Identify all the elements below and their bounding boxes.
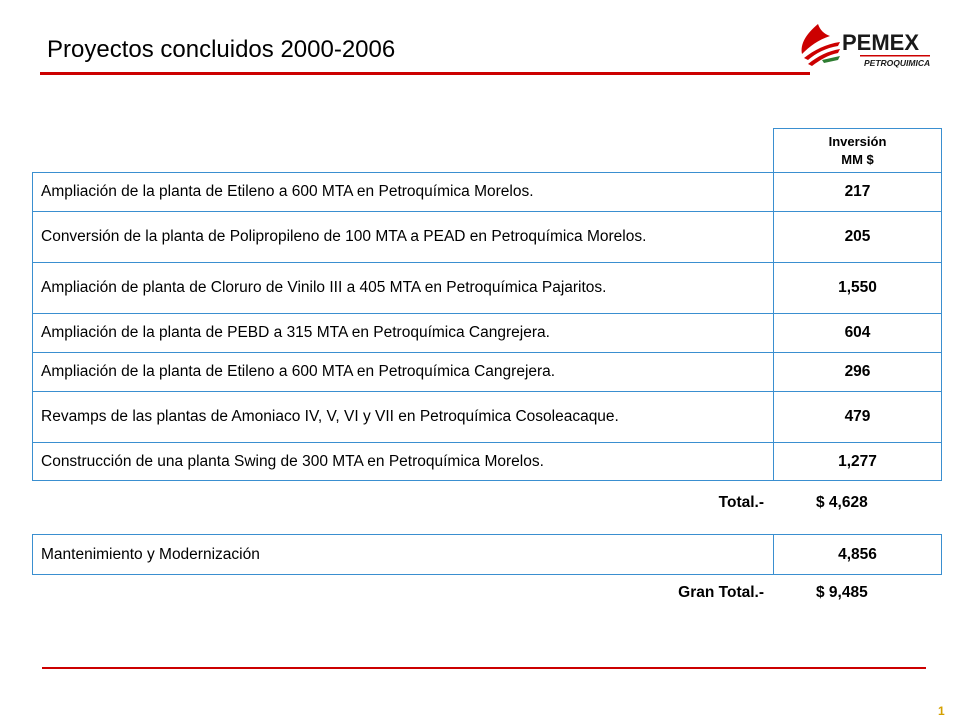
logo-brand: PEMEX bbox=[842, 30, 920, 55]
maintenance-table bbox=[32, 534, 942, 575]
logo-subtitle: PETROQUIMICA bbox=[864, 58, 931, 68]
title-divider bbox=[40, 72, 810, 75]
row-value: 479 bbox=[774, 392, 942, 443]
grand-total-value: $ 9,485 bbox=[816, 584, 868, 601]
row-value: 296 bbox=[774, 353, 942, 392]
maintenance-description: Mantenimiento y Modernización bbox=[33, 535, 774, 575]
row-description: Revamps de las plantas de Amoniaco IV, V, VI y VII en Petroquímica Cosoleacaque. bbox=[33, 392, 774, 443]
table-row bbox=[33, 535, 942, 575]
table-row bbox=[33, 353, 942, 392]
pemex-logo bbox=[796, 20, 932, 72]
row-value: 205 bbox=[774, 212, 942, 263]
table-row bbox=[33, 314, 942, 353]
maintenance-value: 4,856 bbox=[774, 535, 942, 575]
table-header-row bbox=[33, 129, 942, 173]
grand-total-label: Gran Total.- bbox=[678, 584, 764, 601]
row-description: Conversión de la planta de Polipropileno de 100 MTA a PEAD en Petroquímica Morelos. bbox=[33, 212, 774, 263]
projects-table bbox=[32, 128, 942, 481]
total-row bbox=[32, 491, 942, 515]
footer-divider bbox=[42, 667, 926, 669]
table-row bbox=[33, 263, 942, 314]
table-row bbox=[33, 443, 942, 481]
table-row bbox=[33, 173, 942, 212]
total-value: $ 4,628 bbox=[816, 494, 868, 511]
grand-total-row bbox=[32, 581, 942, 605]
page-number: 1 bbox=[938, 704, 945, 718]
table-row bbox=[33, 212, 942, 263]
row-description: Ampliación de planta de Cloruro de Vinilo III a 405 MTA en Petroquímica Pajaritos. bbox=[33, 263, 774, 314]
row-value: 604 bbox=[774, 314, 942, 353]
table-row bbox=[33, 392, 942, 443]
value-header-line1: Inversión bbox=[828, 133, 887, 149]
total-label: Total.- bbox=[718, 494, 764, 511]
row-description: Construcción de una planta Swing de 300 MTA en Petroquímica Morelos. bbox=[33, 443, 774, 481]
pemex-eagle-icon bbox=[802, 24, 840, 66]
row-description: Ampliación de la planta de PEBD a 315 MTA en Petroquímica Cangrejera. bbox=[33, 314, 774, 353]
row-value: 1,277 bbox=[774, 443, 942, 481]
row-description: Ampliación de la planta de Etileno a 600 MTA en Petroquímica Cangrejera. bbox=[33, 353, 774, 392]
row-value: 1,550 bbox=[774, 263, 942, 314]
page-title: Proyectos concluidos 2000-2006 bbox=[47, 36, 396, 63]
value-header-line2: MM $ bbox=[841, 151, 874, 167]
value-column-header bbox=[774, 129, 942, 173]
row-description: Ampliación de la planta de Etileno a 600 MTA en Petroquímica Morelos. bbox=[33, 173, 774, 212]
row-value: 217 bbox=[774, 173, 942, 212]
